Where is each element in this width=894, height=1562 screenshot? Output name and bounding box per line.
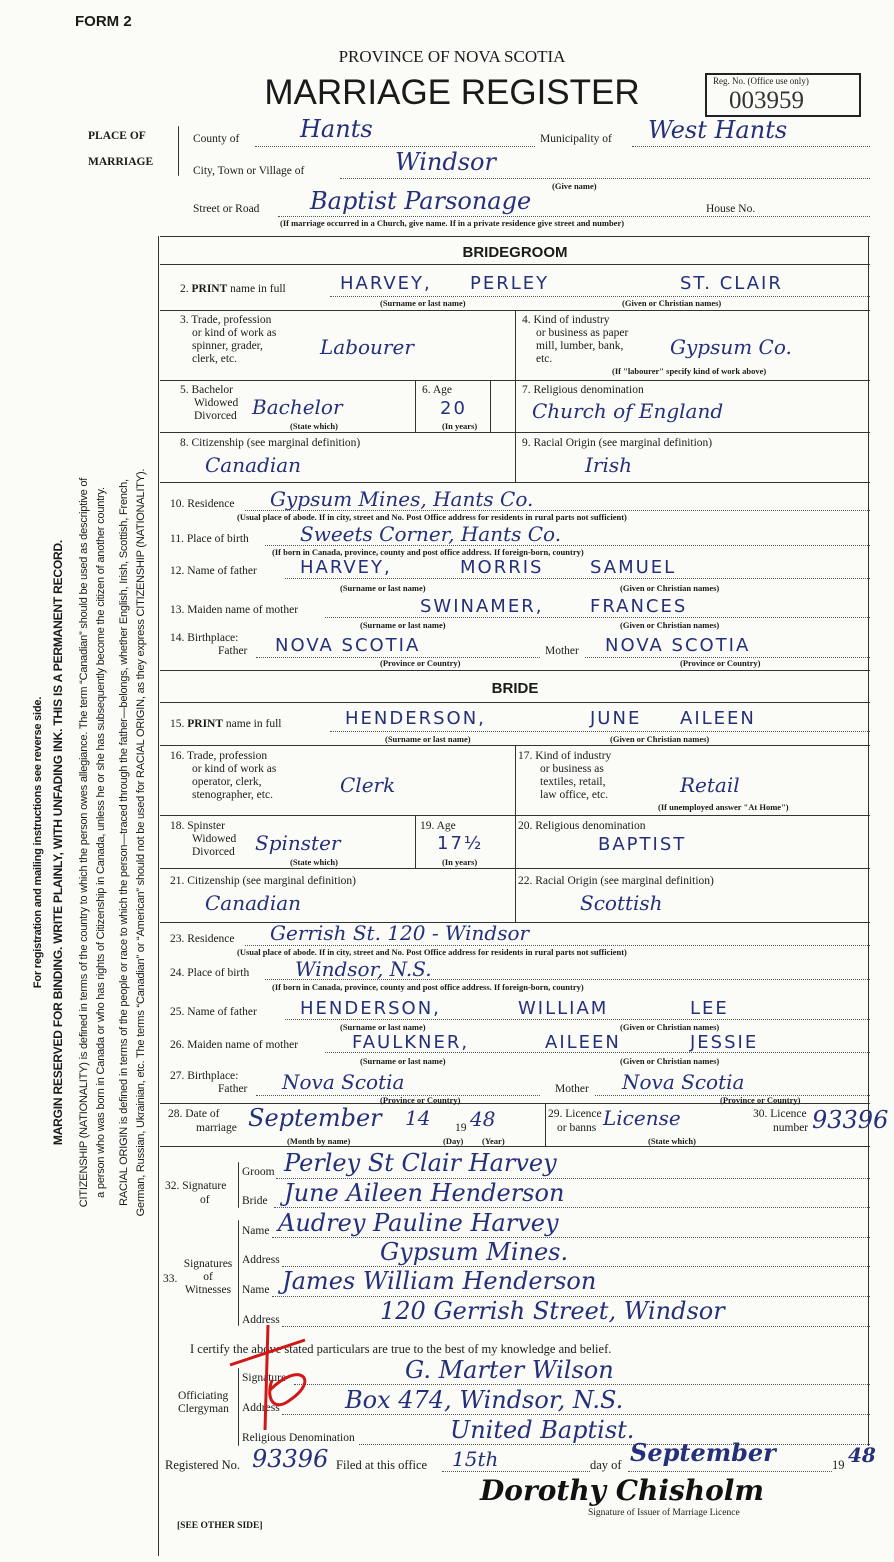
rule xyxy=(490,380,491,432)
caption: (If marriage occurred in a Church, give name. If in a private residence give street and number) xyxy=(280,218,625,228)
registered-number: 93396 xyxy=(252,1445,329,1473)
caption: (Given or Christian names) xyxy=(620,583,720,593)
groom-trade: Labourer xyxy=(320,335,414,359)
bride-given: JUNE xyxy=(590,708,642,729)
groom-status: Bachelor xyxy=(252,395,343,419)
year-prefix: 19 xyxy=(832,1458,845,1472)
margin-line: RACIAL ORIGIN is defined in terms of the people or race to which the person—traced through the father—belongs, whether English, Irish, Scottish, French, xyxy=(118,479,130,1206)
day-of-label: day of xyxy=(590,1458,622,1472)
caption: (In years) xyxy=(442,421,478,431)
marriage-month: September xyxy=(248,1104,382,1132)
rule xyxy=(160,1146,870,1147)
dotted-line xyxy=(628,1471,832,1472)
bride-father-surname: HENDERSON, xyxy=(300,998,441,1019)
bride-signature-label: Bride xyxy=(242,1195,268,1207)
bride-religion: BAPTIST xyxy=(598,834,687,855)
witness-name-label: Name xyxy=(242,1284,270,1296)
field-28-label: 28. Date of xyxy=(168,1108,220,1120)
caption: (Given or Christian names) xyxy=(622,298,722,308)
place-label: MARRIAGE xyxy=(88,156,154,168)
field-18-label: 18. Spinster Widowed Divorced xyxy=(170,820,237,858)
witness-address-label: Address xyxy=(242,1314,280,1326)
filed-month: September xyxy=(630,1438,776,1467)
mother-label: Mother xyxy=(545,645,579,657)
witness-2-address: 120 Gerrish Street, Windsor xyxy=(380,1297,725,1325)
field-29-label: 29. Licence xyxy=(548,1108,602,1120)
field-16-label: 16. Trade, profession or kind of work as operator, clerk, stenographer, etc. xyxy=(170,750,277,801)
municipality-value: West Hants xyxy=(648,116,788,144)
field-13-label: 13. Maiden name of mother xyxy=(170,604,299,616)
section-bride: BRIDE xyxy=(491,680,539,697)
caption: (State which) xyxy=(290,421,338,431)
witness-1-address: Gypsum Mines. xyxy=(380,1238,569,1266)
field-12-label: 12. Name of father xyxy=(170,565,257,577)
caption: (If unemployed answer "At Home") xyxy=(658,802,789,812)
dotted-line xyxy=(285,1019,870,1020)
rule xyxy=(515,745,516,922)
field-27-label: 27. Birthplace: xyxy=(170,1070,239,1082)
reg-number-label: Reg. No. (Office use only) xyxy=(713,76,809,86)
margin-line: MARGIN RESERVED FOR BINDING. WRITE PLAINLY, WITH UNFADING INK. THIS IS A PERMANENT RECORD. xyxy=(51,539,65,1146)
field-4-label: 4. Kind of industry or business as paper mill, lumber, bank, etc. xyxy=(522,314,629,365)
groom-signature: Perley St Clair Harvey xyxy=(284,1149,557,1177)
groom-father-given: MORRIS xyxy=(460,557,544,578)
field-29-label: or banns xyxy=(557,1122,597,1134)
brace xyxy=(238,1220,239,1326)
groom-religion: Church of England xyxy=(532,399,724,423)
licence-type: License xyxy=(603,1106,681,1130)
groom-mother-birthplace: NOVA SCOTIA xyxy=(605,635,751,656)
dotted-line xyxy=(294,1384,870,1385)
caption: (Surname or last name) xyxy=(340,583,426,593)
margin-line: a person who was born in Canada or who has rights of Citizenship in Canada, unless he or she has subsequently become the citizen of another country. xyxy=(95,487,107,1198)
field-number: 15. xyxy=(170,718,185,730)
dotted-line xyxy=(255,146,535,147)
groom-father-surname: HARVEY, xyxy=(300,557,392,578)
field-9-label: 9. Racial Origin (see marginal definition) xyxy=(522,437,713,449)
field-number: 2. xyxy=(180,283,189,295)
caption: (Given or Christian names) xyxy=(620,1022,720,1032)
field-11-label: 11. Place of birth xyxy=(170,533,249,545)
certification-statement: I certify the above stated particulars are true to the best of my knowledge and belief. xyxy=(190,1342,612,1356)
dotted-line xyxy=(442,1471,590,1472)
field-5-label: 5. Bachelor Widowed Divorced xyxy=(180,384,239,422)
county-value: Hants xyxy=(300,115,373,143)
reg-number: 003959 xyxy=(729,87,804,114)
field-30-label: number xyxy=(773,1122,809,1134)
caption: (Province or Country) xyxy=(380,1095,461,1105)
print-label: PRINT xyxy=(187,718,224,730)
marriage-year: 48 xyxy=(470,1107,496,1131)
caption: (Given or Christian names) xyxy=(620,1056,720,1066)
rule xyxy=(160,264,870,265)
name-label: name in full xyxy=(225,718,282,730)
bride-surname: HENDERSON, xyxy=(345,708,486,729)
bride-signature: June Aileen Henderson xyxy=(284,1179,565,1207)
dotted-line xyxy=(282,1414,870,1415)
rule xyxy=(415,815,416,868)
caption: (If born in Canada, province, county and post office address. If foreign-born, country) xyxy=(272,547,584,557)
bride-given: AILEEN xyxy=(680,708,756,729)
field-14-label: 14. Birthplace: xyxy=(170,632,239,644)
bride-origin: Scottish xyxy=(580,891,663,915)
margin-rule xyxy=(158,236,159,1556)
name-label: name in full xyxy=(230,283,286,295)
caption: (Given or Christian names) xyxy=(610,734,710,744)
brace xyxy=(238,1162,239,1208)
groom-origin: Irish xyxy=(585,453,633,477)
field-28-label: marriage xyxy=(196,1122,237,1134)
form-number: FORM 2 xyxy=(75,13,132,30)
field-23-label: 23. Residence xyxy=(170,933,235,945)
father-label: Father xyxy=(218,1083,248,1095)
dotted-line xyxy=(325,617,870,618)
rule xyxy=(415,380,416,432)
city-label: City, Town or Village of xyxy=(193,165,305,177)
margin-line: For registration and mailing instructions see reverse side. xyxy=(32,696,44,989)
clergy-address: Box 474, Windsor, N.S. xyxy=(345,1386,624,1414)
dotted-line xyxy=(285,578,870,579)
bride-age: 17½ xyxy=(437,833,484,854)
caption: (Give name) xyxy=(552,181,597,191)
rule xyxy=(868,236,869,1446)
dotted-line xyxy=(340,178,870,179)
field-24-label: 24. Place of birth xyxy=(170,967,250,979)
bride-status: Spinster xyxy=(255,831,341,855)
field-25-label: 25. Name of father xyxy=(170,1006,257,1018)
bride-citizenship: Canadian xyxy=(205,891,302,915)
clergy-label: Officiating Clergyman xyxy=(178,1390,229,1415)
field-3-label: 3. Trade, profession or kind of work as spinner, grader, clerk, etc. xyxy=(180,314,277,365)
caption: (Usual place of abode. If in city, street and No. xyxy=(237,512,405,522)
street-label: Street or Road xyxy=(193,203,260,215)
caption: (Day) xyxy=(443,1136,464,1146)
reg-number-box xyxy=(705,73,861,117)
field-19-label: 19. Age xyxy=(420,820,456,832)
registered-number-label: Registered No. xyxy=(165,1458,240,1472)
red-check-mark xyxy=(210,1320,310,1430)
brace xyxy=(178,126,179,176)
see-other-side: [SEE OTHER SIDE] xyxy=(177,1521,263,1531)
groom-surname: HARVEY, xyxy=(340,273,432,294)
dotted-line xyxy=(274,1207,870,1208)
dotted-line xyxy=(330,296,870,297)
dotted-line xyxy=(278,216,870,217)
caption: (Year) xyxy=(482,1136,505,1146)
filed-year: 48 xyxy=(848,1443,876,1467)
field-30-label: 30. Licence xyxy=(753,1108,807,1120)
field-8-label: 8. Citizenship (see marginal definition) xyxy=(180,437,361,449)
clergy-denomination-label: Religious Denomination xyxy=(242,1432,355,1444)
caption: Post Office address for residents in rural parts not sufficient) xyxy=(406,512,627,522)
bride-mother-given: JESSIE xyxy=(690,1032,759,1053)
groom-father-given: SAMUEL xyxy=(590,557,677,578)
groom-mother-given: FRANCES xyxy=(590,596,688,617)
bride-trade: Clerk xyxy=(340,773,396,797)
field-22-label: 22. Racial Origin (see marginal definition) xyxy=(518,875,714,887)
caption: (Usual place of abode. If in city, street and No. xyxy=(237,947,405,957)
witnesses-label: Signatures of Witnesses xyxy=(183,1258,233,1296)
father-label: Father xyxy=(218,645,248,657)
print-label: PRINT xyxy=(191,283,228,295)
margin-line: German, Russian, Ukrainian, etc. The terms “Canadian” or “American” should not be used for RACIAL ORIGIN, as they express CITIZENSHIP (NATIONALITY). xyxy=(135,468,147,1217)
section-bridegroom: BRIDEGROOM xyxy=(462,244,568,261)
bride-father-given: WILLIAM xyxy=(518,998,609,1019)
dotted-line xyxy=(272,1237,870,1238)
dotted-line xyxy=(245,945,870,946)
groom-father-birthplace: NOVA SCOTIA xyxy=(275,635,421,656)
house-label: House No. xyxy=(706,203,756,215)
county-label: County of xyxy=(193,133,240,145)
groom-age: 20 xyxy=(440,398,467,419)
year-prefix: 19 xyxy=(455,1122,467,1134)
witness-2-name: James William Henderson xyxy=(282,1267,597,1295)
filed-label: Filed at this office xyxy=(336,1458,428,1472)
bride-mother-surname: FAULKNER, xyxy=(352,1032,470,1053)
bride-mother-birthplace: Nova Scotia xyxy=(622,1070,745,1094)
field-21-label: 21. Citizenship (see marginal definition) xyxy=(170,875,356,887)
caption: (Province or Country) xyxy=(380,658,461,668)
mother-label: Mother xyxy=(555,1083,589,1095)
rule xyxy=(545,1103,546,1146)
filed-day: 15th xyxy=(452,1447,499,1471)
caption: (Given or Christian names) xyxy=(620,620,720,630)
street-value: Baptist Parsonage xyxy=(310,187,532,215)
issuer-caption: Signature of Issuer of Marriage Licence xyxy=(588,1508,740,1518)
caption: (State which) xyxy=(290,857,338,867)
clergy-signature: G. Marter Wilson xyxy=(405,1356,614,1384)
rule xyxy=(160,670,870,671)
issuer-signature: Dorothy Chisholm xyxy=(480,1474,765,1507)
dotted-line xyxy=(632,146,870,147)
dotted-line xyxy=(282,1326,870,1327)
clergy-address-label: Address xyxy=(242,1402,280,1414)
margin-instructions xyxy=(30,280,155,1405)
field-32-label: of xyxy=(200,1194,210,1206)
province-heading: PROVINCE OF NOVA SCOTIA xyxy=(338,47,566,66)
field-26-label: 26. Maiden name of mother xyxy=(170,1039,299,1051)
caption: (Province or Country) xyxy=(720,1095,801,1105)
rule xyxy=(160,482,870,483)
margin-line: CITIZENSHIP (NATIONALITY) is defined in terms of the country to which the person owes allegiance. The term “Canadian” should be used as descriptive of xyxy=(78,477,90,1208)
clergy-signature-label: Signature xyxy=(242,1372,287,1384)
caption: (State which) xyxy=(648,1136,696,1146)
groom-mother-surname: SWINAMER, xyxy=(420,596,544,617)
clergy-denomination: United Baptist. xyxy=(450,1416,635,1444)
groom-given: ST. CLAIR xyxy=(680,273,783,294)
dotted-line xyxy=(359,1444,870,1445)
field-6-label: 6. Age xyxy=(422,384,453,396)
dotted-line xyxy=(330,731,870,732)
licence-number: 93396 xyxy=(812,1106,889,1134)
page-title: MARRIAGE REGISTER xyxy=(264,73,640,112)
witness-1-name: Audrey Pauline Harvey xyxy=(278,1209,559,1237)
witness-name-label: Name xyxy=(242,1225,270,1237)
groom-birthplace: Sweets Corner, Hants Co. xyxy=(300,522,562,546)
field-10-label: 10. Residence xyxy=(170,498,235,510)
caption: (Surname or last name) xyxy=(360,620,446,630)
bride-father-given: LEE xyxy=(690,998,729,1019)
bride-industry: Retail xyxy=(680,773,740,797)
witness-address-label: Address xyxy=(242,1254,280,1266)
groom-given: PERLEY xyxy=(470,273,550,294)
caption: (Surname or last name) xyxy=(380,298,466,308)
city-value: Windsor xyxy=(395,148,496,176)
bride-birthplace: Windsor, N.S. xyxy=(295,957,432,981)
rule xyxy=(160,702,870,703)
field-20-label: 20. Religious denomination xyxy=(518,820,646,832)
caption: (If born in Canada, province, county and post office address. If foreign-born, country) xyxy=(272,982,584,992)
bride-residence: Gerrish St. 120 - Windsor xyxy=(270,921,530,945)
marriage-day: 14 xyxy=(405,1106,431,1130)
rule xyxy=(160,236,870,237)
field-7-label: 7. Religious denomination xyxy=(522,384,644,396)
bride-father-birthplace: Nova Scotia xyxy=(282,1070,405,1094)
place-label: PLACE OF xyxy=(88,130,146,142)
caption: (Month by name) xyxy=(287,1136,351,1146)
caption: (Surname or last name) xyxy=(385,734,471,744)
field-33-label: 33. xyxy=(163,1273,178,1285)
rule xyxy=(515,310,516,482)
groom-industry: Gypsum Co. xyxy=(670,335,792,359)
bride-mother-given: AILEEN xyxy=(545,1032,621,1053)
caption: (In years) xyxy=(442,857,478,867)
caption: (Province or Country) xyxy=(680,658,761,668)
caption: (Surname or last name) xyxy=(360,1056,446,1066)
groom-citizenship: Canadian xyxy=(205,453,302,477)
groom-residence: Gypsum Mines, Hants Co. xyxy=(270,487,534,511)
groom-signature-label: Groom xyxy=(242,1166,275,1178)
municipality-label: Municipality of xyxy=(540,133,612,145)
field-17-label: 17. Kind of industry or business as textiles, retail, law office, etc. xyxy=(518,750,612,801)
caption: Post Office address for residents in rural parts not sufficient) xyxy=(406,947,627,957)
caption: (Surname or last name) xyxy=(340,1022,426,1032)
field-32-label: 32. Signature xyxy=(165,1180,227,1192)
caption: (If "labourer" specify kind of work above) xyxy=(612,366,767,376)
